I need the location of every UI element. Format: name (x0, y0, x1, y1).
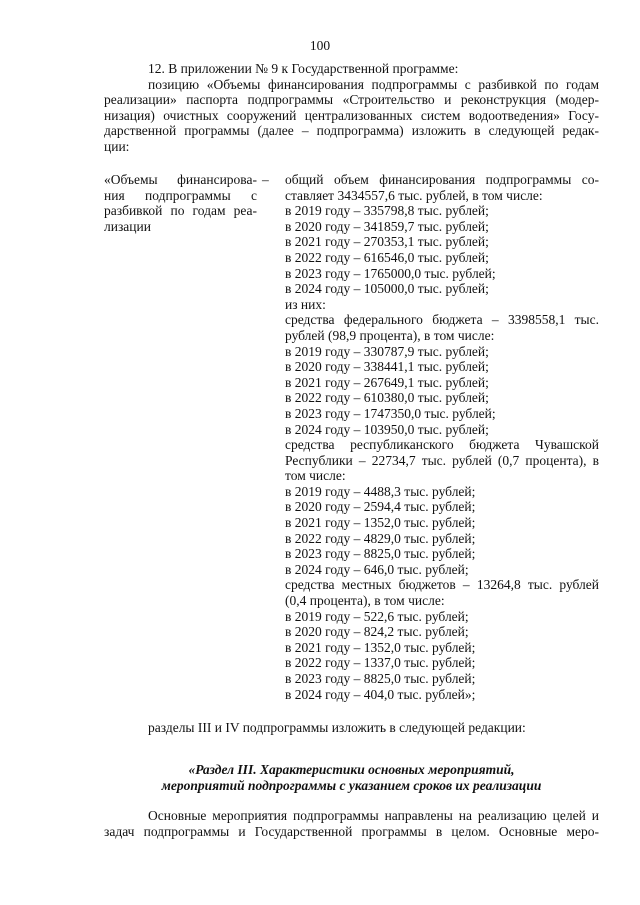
left-line: «Объемы финансирова- (104, 172, 257, 187)
intro-paragraph (104, 61, 599, 155)
sections-paragraph (104, 720, 599, 736)
right-line: рублей (98,9 процента), в том числе: (285, 327, 495, 343)
right-line: в 2020 году – 824,2 тыс. рублей; (285, 624, 469, 640)
right-line: в 2024 году – 105000,0 тыс. рублей; (285, 281, 489, 297)
intro-line: дарственной программы (далее – подпрограмма) изложить в следующей редак- (104, 123, 599, 139)
right-line: в 2023 году – 8825,0 тыс. рублей; (285, 671, 476, 686)
right-line: в 2022 году – 1337,0 тыс. рублей; (285, 655, 476, 671)
right-line: средства республиканского бюджета Чувашской (285, 437, 599, 453)
right-line: в 2020 году – 2594,4 тыс. рублей; (285, 499, 476, 515)
right-line: в 2019 году – 4488,3 тыс. рублей; (285, 483, 476, 499)
table-dash: – (262, 172, 269, 187)
intro-line: низация) очистных сооружений централизованных систем водоотведения» Госу- (104, 107, 599, 123)
right-line: в 2021 году – 267649,1 тыс. рублей; (285, 374, 489, 390)
right-line: в 2022 году – 616546,0 тыс. рублей; (285, 249, 489, 265)
intro-line: 12. В приложении № 9 к Государственной программе: (148, 61, 459, 76)
section-heading (104, 762, 599, 794)
right-line: средства федерального бюджета – 3398558,1 тыс. (285, 312, 599, 328)
right-line: средства местных бюджетов – 13264,8 тыс. рублей (285, 577, 599, 593)
table-right-column (285, 172, 599, 702)
right-line: в 2024 году – 103950,0 тыс. рублей; (285, 421, 489, 437)
intro-line: реализации» паспорта подпрограммы «Строительство и реконструкция (модер- (104, 92, 599, 108)
right-line: в 2024 году – 404,0 тыс. рублей»; (285, 686, 476, 702)
right-line: в 2020 году – 341859,7 тыс. рублей; (285, 218, 489, 234)
right-line: в 2020 году – 338441,1 тыс. рублей; (285, 359, 489, 375)
left-line: ния подпрограммы с (104, 187, 257, 203)
right-line: в 2022 году – 4829,0 тыс. рублей; (285, 530, 476, 546)
page-number: 100 (309, 38, 331, 53)
right-line: в 2021 году – 270353,1 тыс. рублей; (285, 234, 489, 250)
right-line: в 2021 году – 1352,0 тыс. рублей; (285, 639, 476, 655)
body-paragraph (104, 808, 599, 839)
heading-line: «Раздел III. Характеристики основных мероприятий, (188, 762, 515, 777)
right-line: в 2019 году – 522,6 тыс. рублей; (285, 608, 469, 624)
left-line: лизации (104, 218, 151, 234)
heading-line: мероприятий подпрограммы с указанием сроков их реализации (161, 777, 542, 793)
right-line: (0,4 процента), в том числе: (285, 593, 445, 609)
right-line: в 2021 году – 1352,0 тыс. рублей; (285, 515, 476, 531)
right-line: в 2023 году – 8825,0 тыс. рублей; (285, 546, 476, 562)
right-line: в 2023 году – 1747350,0 тыс. рублей; (285, 405, 496, 421)
left-line: разбивкой по годам реа- (104, 203, 257, 219)
right-line: ставляет 3434557,6 тыс. рублей, в том числе: (285, 187, 543, 203)
intro-line: ции: (104, 138, 130, 154)
intro-line: позицию «Объемы финансирования подпрограммы с разбивкой по годам (148, 76, 599, 92)
right-line: том числе: (285, 468, 346, 484)
body-line: задач подпрограммы и Государственной программы в целом. Основные меро- (104, 823, 599, 839)
right-line: в 2022 году – 610380,0 тыс. рублей; (285, 390, 489, 406)
right-line: в 2019 году – 330787,9 тыс. рублей; (285, 343, 489, 359)
right-line: из них: (285, 296, 326, 312)
sections-line: разделы III и IV подпрограммы изложить в следующей редакции: (148, 720, 526, 735)
right-line: в 2019 году – 335798,8 тыс. рублей; (285, 203, 489, 219)
right-line: в 2023 году – 1765000,0 тыс. рублей; (285, 265, 496, 281)
body-line: Основные мероприятия подпрограммы направлены на реализацию целей и (148, 808, 599, 823)
right-line: Республики – 22734,7 тыс. рублей (0,7 процента), в (285, 452, 599, 468)
right-line: в 2024 году – 646,0 тыс. рублей; (285, 561, 469, 577)
table-left-column (104, 172, 257, 234)
right-line: общий объем финансирования подпрограммы со- (285, 172, 599, 187)
